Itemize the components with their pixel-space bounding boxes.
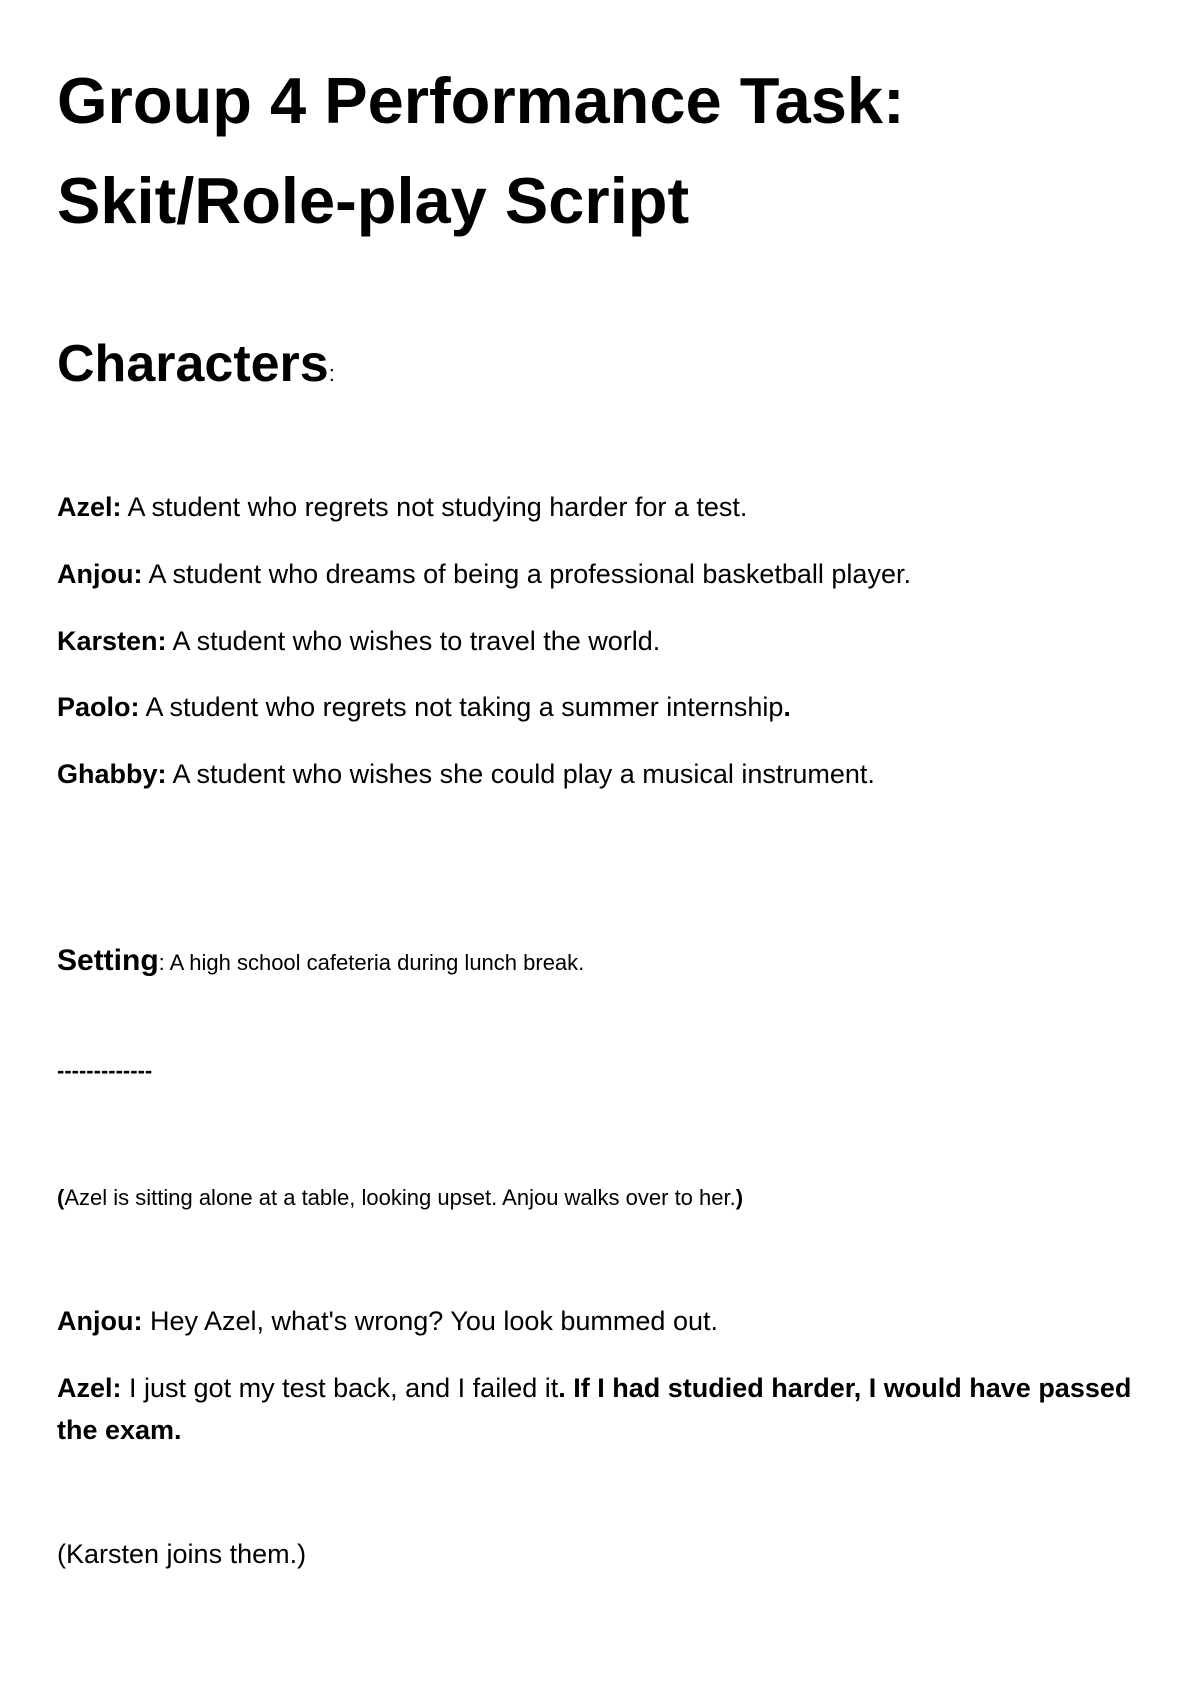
character-description: A student who wishes to travel the world. — [166, 626, 661, 656]
character-entry-ghabby — [57, 753, 1147, 795]
character-description: A student who dreams of being a professional basketball player. — [142, 559, 911, 589]
dialogue-line-azel — [57, 1367, 1147, 1451]
character-entry-paolo — [57, 686, 1147, 728]
dialogue-speaker: Anjou: — [57, 1306, 143, 1336]
stage-direction-open-paren: ( — [57, 1185, 65, 1210]
character-entry-anjou — [57, 553, 1147, 595]
character-entry-karsten — [57, 620, 1147, 662]
document-title-line-2: Skit/Role-play Script — [57, 164, 690, 237]
character-name: Anjou: — [57, 559, 143, 589]
character-name: Paolo: — [57, 692, 140, 722]
setting-text: : A high school cafeteria during lunch break. — [158, 950, 585, 975]
character-description: A student who regrets not studying harder for a test. — [121, 492, 748, 522]
dialogue-text: I just got my test back, and I failed it — [121, 1373, 559, 1403]
dialogue-emphasis: . If I had studied harder, I would have passed the exam. — [57, 1373, 1132, 1445]
setting-label: Setting — [57, 944, 159, 977]
dialogue-speaker: Azel: — [57, 1373, 122, 1403]
character-name: Karsten: — [57, 626, 167, 656]
characters-heading — [57, 335, 335, 393]
character-description-period: . — [783, 692, 791, 722]
character-name: Azel: — [57, 492, 122, 522]
character-entry-azel — [57, 486, 1147, 528]
setting-line — [57, 940, 1147, 984]
character-description: A student who wishes she could play a musical instrument. — [166, 759, 875, 789]
stage-direction-text: Azel is sitting alone at a table, looking upset. Anjou walks over to her. — [64, 1185, 736, 1210]
stage-direction-1 — [57, 1177, 1147, 1219]
character-description: A student who regrets not taking a summer internship — [139, 692, 784, 722]
document-title-line-1: Group 4 Performance Task: — [57, 64, 905, 137]
dialogue-line-anjou — [57, 1300, 1147, 1342]
stage-direction-2: (Karsten joins them.) — [57, 1539, 307, 1569]
stage-direction-close-paren: ) — [735, 1185, 744, 1210]
characters-heading-colon: : — [328, 361, 335, 386]
dialogue-text: Hey Azel, what's wrong? You look bummed out. — [142, 1306, 718, 1336]
character-name: Ghabby: — [57, 759, 167, 789]
characters-heading-text: Characters — [57, 335, 329, 393]
scene-divider: ------------- — [57, 1058, 153, 1083]
